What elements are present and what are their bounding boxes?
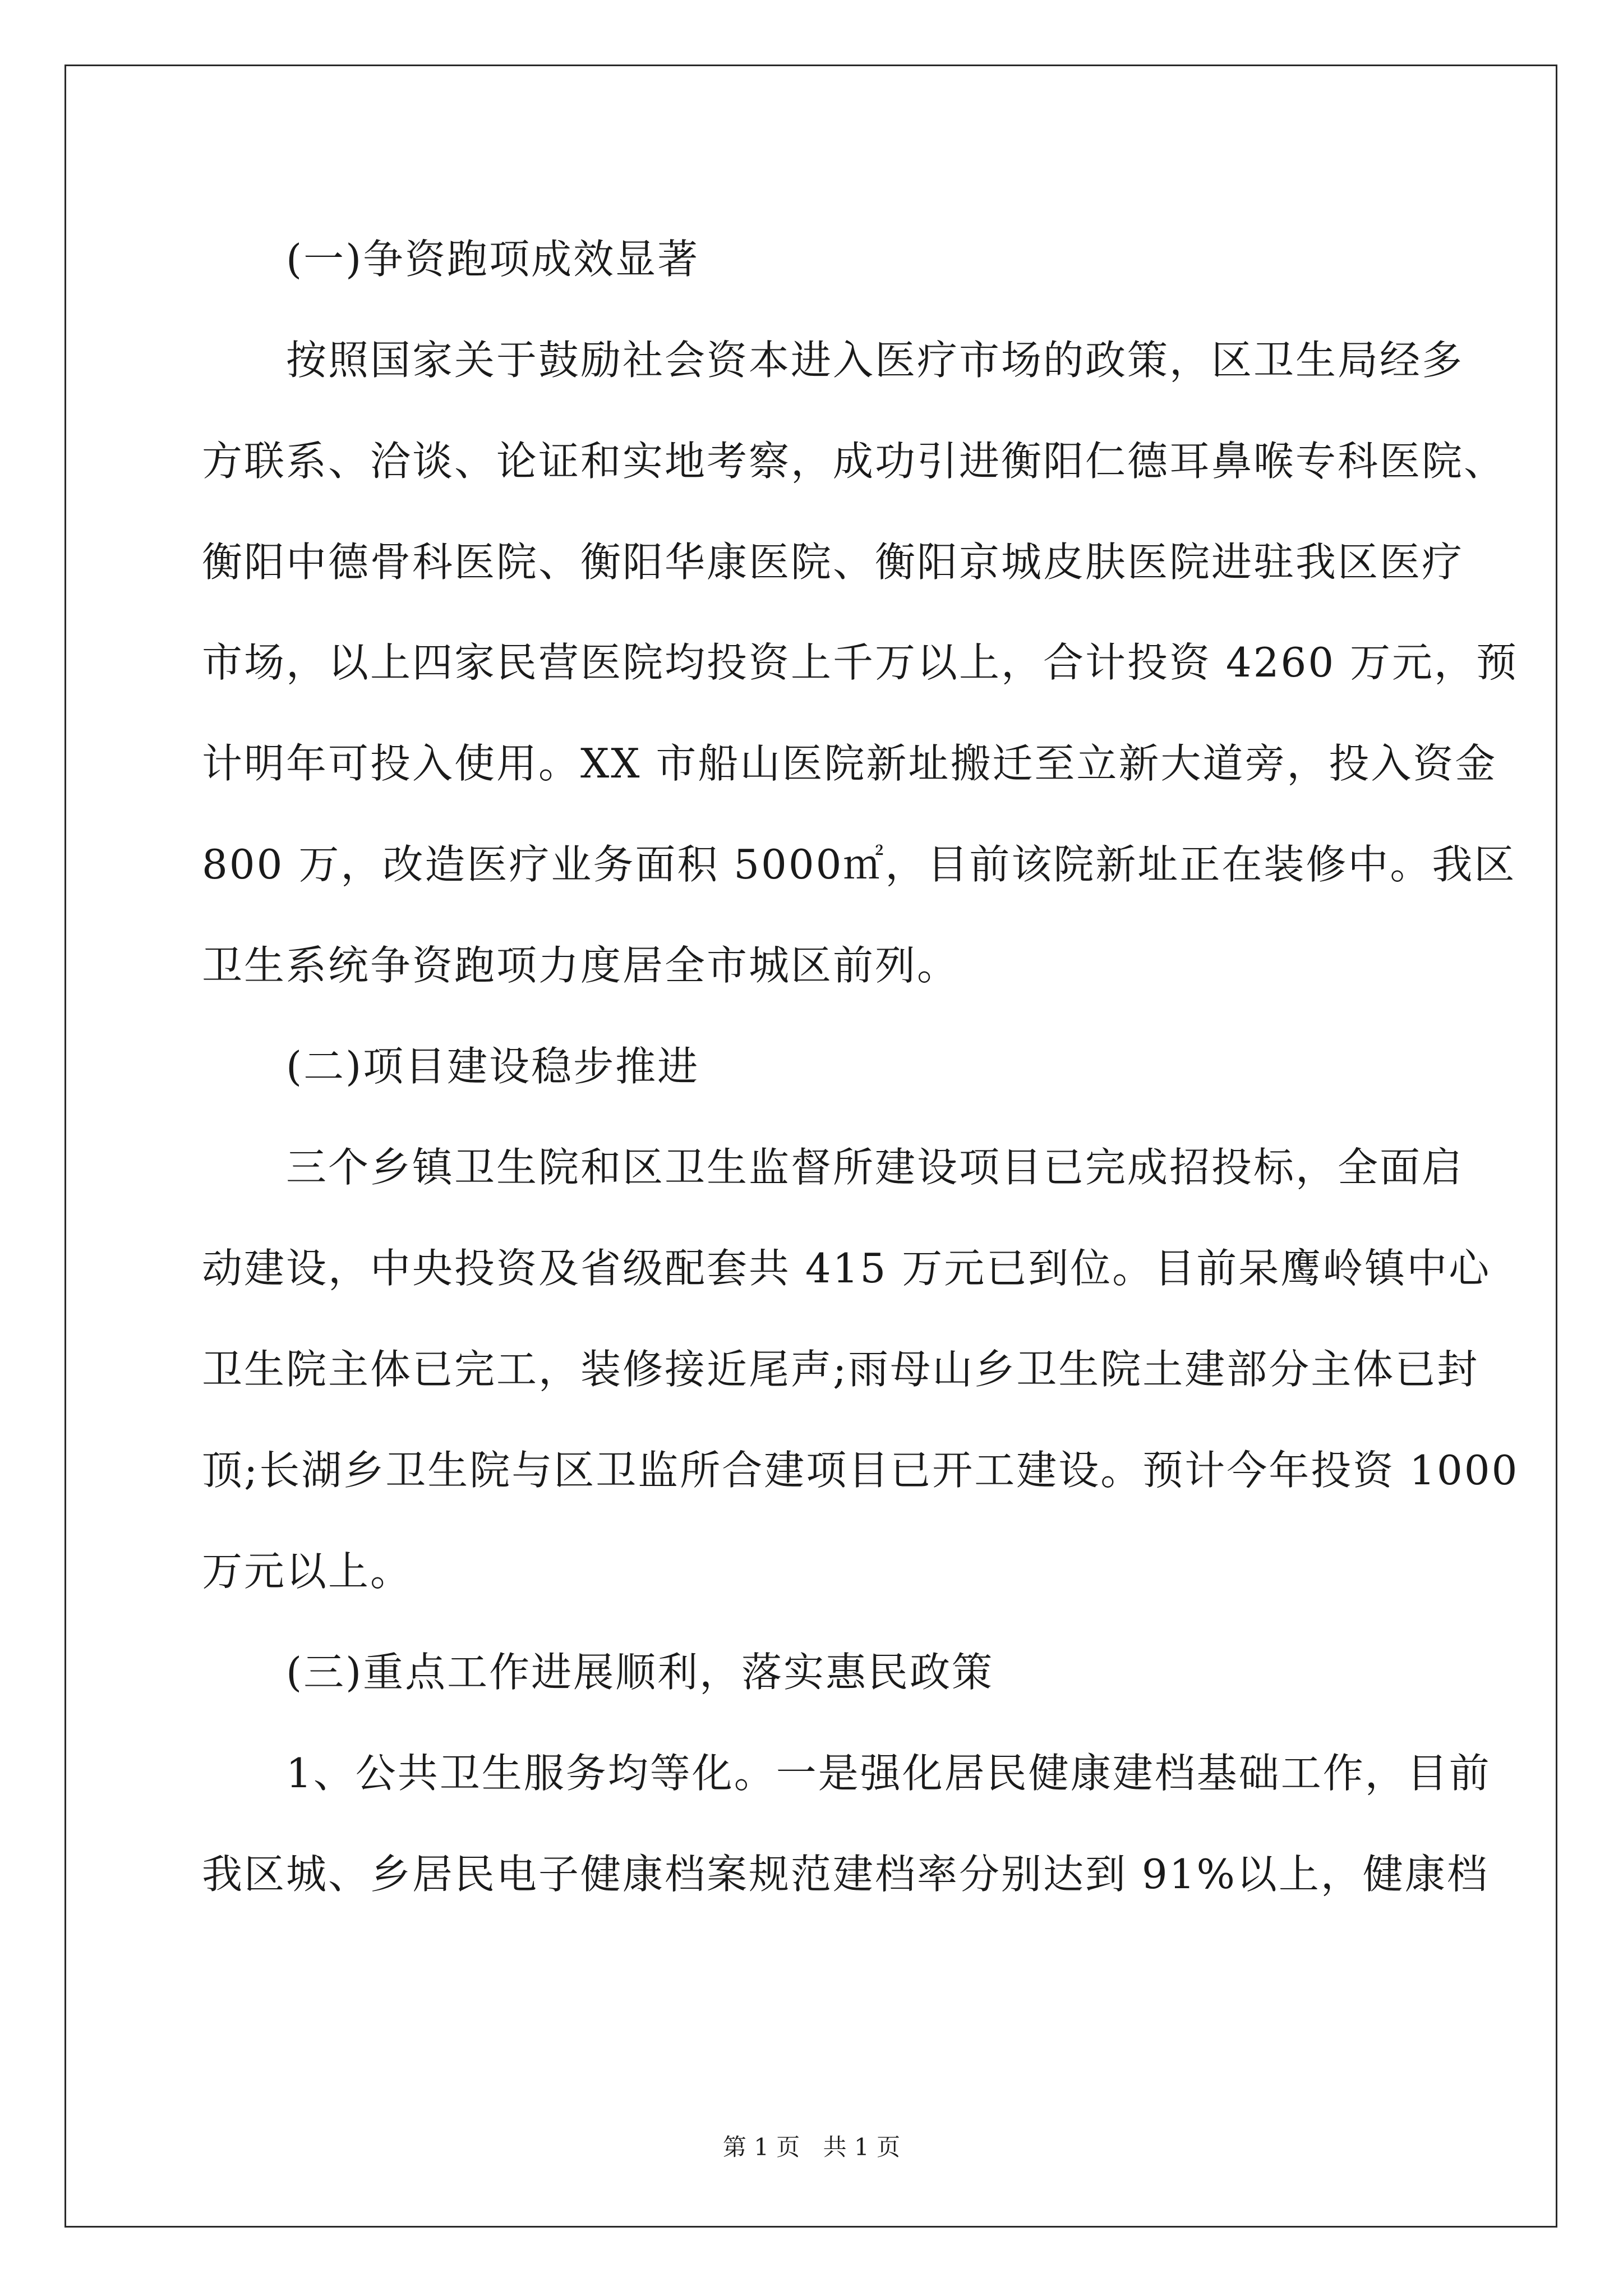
page-footer: [0, 2131, 1623, 2164]
paragraph-line: 按照国家关于鼓励社会资本进入医疗市场的政策，区卫生局经多: [202, 337, 1464, 384]
section-heading-3: (三)重点工作进展顺利，落实惠民政策: [202, 1649, 994, 1696]
paragraph-line: 顶;长湖乡卫生院与区卫监所合建项目已开工建设。预计今年投资 1000: [202, 1447, 1519, 1494]
section-heading-2: (二)项目建设稳步推进: [202, 1043, 700, 1090]
paragraph-line: 计明年可投入使用。XX 市船山医院新址搬迁至立新大道旁，投入资金: [202, 740, 1497, 787]
paragraph-line: 万元以上。: [202, 1548, 413, 1595]
paragraph-line: 方联系、洽谈、论证和实地考察，成功引进衡阳仁德耳鼻喉专科医院、: [202, 438, 1506, 485]
page-number-current: 第 1 页: [722, 2133, 800, 2161]
paragraph-line: 卫生系统争资跑项力度居全市城区前列。: [202, 942, 960, 989]
paragraph-line: 卫生院主体已完工，装修接近尾声;雨母山乡卫生院土建部分主体已封: [202, 1346, 1479, 1393]
paragraph-line: 三个乡镇卫生院和区卫生监督所建设项目已完成招投标，全面启: [202, 1144, 1464, 1191]
paragraph-line: 1、公共卫生服务均等化。一是强化居民健康建档基础工作，目前: [202, 1750, 1491, 1797]
paragraph-line: 衡阳中德骨科医院、衡阳华康医院、衡阳京城皮肤医院进驻我区医疗: [202, 539, 1464, 586]
page-number-total: 共 1 页: [823, 2133, 901, 2161]
paragraph-line: 我区城、乡居民电子健康档案规范建档率分别达到 91%以上，健康档: [202, 1851, 1489, 1898]
paragraph-line: 市场，以上四家民营医院均投资上千万以上，合计投资 4260 万元，预: [202, 639, 1519, 686]
paragraph-line: 800 万，改造医疗业务面积 5000㎡，目前该院新址正在装修中。我区: [202, 841, 1516, 888]
section-heading-1: (一)争资跑项成效显著: [202, 236, 700, 283]
paragraph-line: 动建设，中央投资及省级配套共 415 万元已到位。目前呆鹰岭镇中心: [202, 1245, 1491, 1292]
